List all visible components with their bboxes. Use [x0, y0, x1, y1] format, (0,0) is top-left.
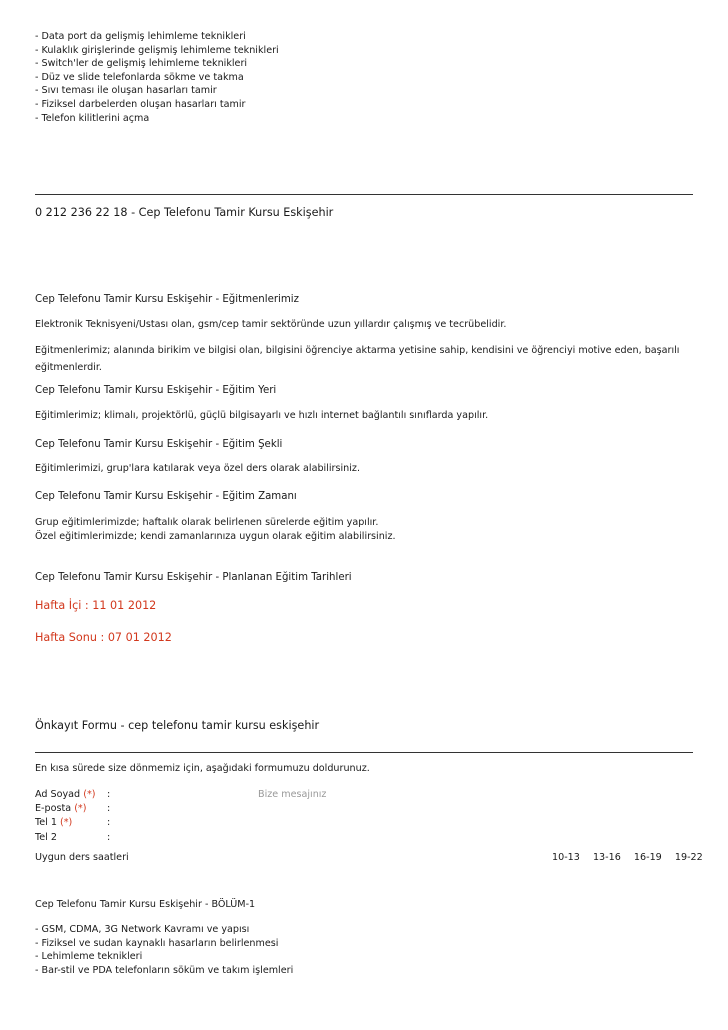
list-item: - Switch'ler de gelişmiş lehimleme teknikleri	[35, 58, 248, 70]
place-text: Eğitimlerimiz; klimalı, projektörlü, güçlü bilgisayarlı ve hızlı internet bağlantılı sınıflarda yapılır.	[35, 410, 489, 421]
top-feature-list	[35, 30, 279, 125]
email-colon: :	[107, 803, 111, 814]
format-text: Eğitimlerimizi, grup'lara katılarak veya özel ders olarak alabilirsiniz.	[35, 463, 360, 474]
format-heading: Cep Telefonu Tamir Kursu Eskişehir - Eğitim Şekli	[35, 439, 283, 450]
name-label: Ad Soyad (*)	[35, 789, 96, 800]
hour-option[interactable]: 16-19	[633, 852, 662, 863]
divider-form	[35, 752, 693, 753]
name-colon: :	[107, 789, 111, 800]
dates-heading: Cep Telefonu Tamir Kursu Eskişehir - Planlanan Eğitim Tarihleri	[35, 572, 352, 583]
email-label: E-posta (*)	[35, 803, 87, 814]
place-heading: Cep Telefonu Tamir Kursu Eskişehir - Eğitim Yeri	[35, 385, 277, 396]
hours-label: Uygun ders saatleri	[35, 852, 129, 863]
required-mark: (*)	[60, 817, 73, 828]
message-textarea[interactable]: Bize mesajınız	[258, 789, 327, 800]
phone-heading: 0 212 236 22 18 - Cep Telefonu Tamir Kursu Eskişehir	[35, 206, 334, 219]
section1-list	[35, 923, 293, 977]
divider-top	[35, 194, 693, 195]
instructors-heading: Cep Telefonu Tamir Kursu Eskişehir - Eğitmenlerimiz	[35, 294, 299, 305]
time-heading: Cep Telefonu Tamir Kursu Eskişehir - Eğitim Zamanı	[35, 491, 297, 502]
time-text-2: Özel eğitimlerimizde; kendi zamanlarınıza uygun olarak eğitim alabilirsiniz.	[35, 531, 396, 542]
list-item: - GSM, CDMA, 3G Network Kavramı ve yapısı	[35, 924, 250, 935]
email-input[interactable]	[115, 801, 245, 815]
hour-option[interactable]: 19-22	[674, 852, 703, 863]
required-mark: (*)	[83, 789, 96, 800]
instructors-text-2: Eğitmenlerimiz; alanında birikim ve bilgisi olan, bilgisini öğrenciye aktarma yetisine sahip, kendisini ve öğrenciyi motive eden, başarılı eğitmenlerdir.	[35, 345, 680, 373]
tel2-colon: :	[107, 832, 111, 843]
list-item: - Lehimleme teknikleri	[35, 951, 143, 963]
weekday-date: Hafta İçi : 11 01 2012	[35, 599, 157, 612]
weekend-date: Hafta Sonu : 07 01 2012	[35, 631, 172, 644]
tel1-label: Tel 1 (*)	[35, 817, 73, 828]
list-item: - Telefon kilitlerini açma	[35, 112, 150, 124]
list-item: - Kulaklık girişlerinde gelişmiş lehimleme teknikleri	[35, 44, 279, 56]
instructors-text-1: Elektronik Teknisyeni/Ustası olan, gsm/cep tamir sektöründe uzun yıllardır çalışmış ve tecrübelidir.	[35, 319, 507, 330]
hours-options	[552, 851, 703, 865]
form-intro: En kısa sürede size dönmemiz için, aşağıdaki formumuzu doldurunuz.	[35, 763, 370, 774]
list-item: - Data port da gelişmiş lehimleme teknikleri	[35, 31, 246, 42]
list-item: - Bar-stil ve PDA telefonların söküm ve takım işlemleri	[35, 964, 294, 976]
form-heading: Önkayıt Formu - cep telefonu tamir kursu eskişehir	[35, 719, 320, 732]
list-item: - Düz ve slide telefonlarda sökme ve takma	[35, 71, 244, 83]
time-text-1: Grup eğitimlerimizde; haftalık olarak belirlenen sürelerde eğitim yapılır.	[35, 517, 379, 528]
tel1-colon: :	[107, 817, 111, 828]
section1-heading: Cep Telefonu Tamir Kursu Eskişehir - BÖLÜM-1	[35, 899, 256, 910]
list-item: - Sıvı teması ile oluşan hasarları tamir	[35, 85, 217, 97]
tel2-input[interactable]	[115, 830, 245, 844]
tel2-label: Tel 2	[35, 832, 57, 843]
required-mark: (*)	[74, 803, 87, 814]
tel1-input[interactable]	[115, 815, 245, 829]
list-item: - Fiziksel ve sudan kaynaklı hasarların belirlenmesi	[35, 937, 279, 949]
name-input[interactable]	[115, 787, 245, 801]
hour-option[interactable]: 13-16	[592, 852, 621, 863]
list-item: - Fiziksel darbelerden oluşan hasarları tamir	[35, 98, 246, 110]
hour-option[interactable]: 10-13	[552, 852, 580, 863]
